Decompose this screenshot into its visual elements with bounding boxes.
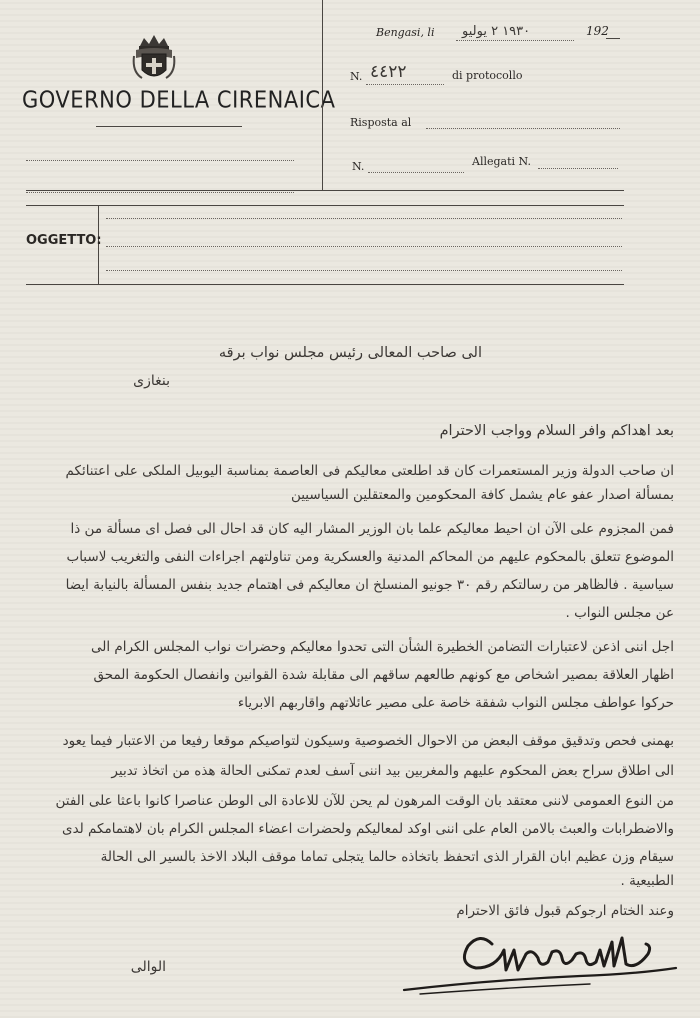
attachments-label: Allegati N. [472,155,531,168]
closing: وعند الختام ارجوكم قبول فائق الاحترام [456,903,674,919]
body-line-2: بمسألة اصدار عفو عام يشمل كافة المحكومين والمعتقلين السياسيين [290,487,674,503]
body-line-11: الى اطلاق سراح بعض المحكوم عليهم والمغربين بيد اننى آسف لعدم تمكنى الحالة هذه من اتخاذ تدبير [111,763,674,779]
subject-top-rule [26,190,624,191]
header-divider [322,0,323,190]
city-label: Bengasi, li [376,26,435,39]
date-handwritten: ١٩٣٠ ٢ يوليو [462,24,531,39]
subject-dots-1 [106,218,622,219]
signature-mark [400,924,680,1000]
header-left-dots-1 [26,160,294,161]
salutation: بعد اهداكم وافر السلام وواجب الاحترام [439,423,674,439]
body-line-5: سياسية . فالظاهر من رسالتكم رقم ٣٠ جونيو المنسلخ ان معاليكم فى اهتمام جديد بنفس المسألة بالنيابة ايضا [65,577,674,593]
body-line-7: اجل اننى اذعن لاعتبارات التضامن الخطيرة الشأن التى تحدوا معاليكم وحضرات نواب المجلس الكرام الى [91,639,674,655]
protocol-number-handwritten: ٤٤٢٢ [370,62,407,82]
location: بنغازى [133,373,170,389]
body-line-12: من النوع العمومى لاننى معتقد بان الوقت المرهون لم يحن للآن للاعادة الى الوطن عناصرا كانوا باعثا على الفتن [55,793,674,809]
date-dots [456,40,574,41]
number-dots [368,172,464,173]
protocol-label: N. [350,70,363,83]
subject-bottom-rule [26,284,624,285]
body-line-1: ان صاحب الدولة وزير المستعمرات كان قد اطلعتى معاليكم فى العاصمة بمناسبة اليوبيل الملكى على اعتنائكم [65,463,674,479]
subject-dots-3 [106,270,622,271]
body-line-13: والاضطرابات والعبث بالامن العام على اننى اوكد لمعاليكم ولحضرات اعضاء المجلس الكرام بان لاهتمامكم لدى [62,821,674,837]
body-line-15: الطبيعية . [620,873,674,889]
issuer-title: GOVERNO DELLA CIRENAICA [22,86,336,113]
body-line-14: سيقام وزن عظيم ابان القرار الذى اتحفظ باتخاذه حالما يتجلى تماما موقف البلاد الاخذ بالسير الى الحالة [100,849,674,865]
number-label: N. [352,160,365,173]
addressee: الى صاحب المعالى رئيس مجلس نواب برقه [218,345,482,361]
issuer-underline [96,126,242,127]
year-prefix: 192 [586,24,609,38]
body-line-10: بهمنى فحص وتدقيق موقف البعض من الاحوال الخصوصية وسيكون لتواصيكم موقعا رفيعا من الاعتبار فيما يعود [62,733,674,749]
body-line-6: عن مجلس النواب . [565,605,674,621]
body-line-3: فمن المجزوم على الآن ان احيط معاليكم علما بان الوزير المشار اليه كان قد احال الى فصل اى مسألة من ذا [70,521,674,537]
year-blank [606,38,620,39]
reply-dots [426,128,620,129]
reply-label: Risposta al [350,116,412,129]
subject-label: OGGETTO: [26,233,102,248]
attachments-dots [538,168,618,169]
subject-dots-2 [106,246,622,247]
protocol-suffix: di protocollo [452,69,523,82]
header-left-dots-2 [26,192,294,193]
royal-crest-icon [132,32,176,84]
body-line-8: اظهار العلاقة بمصير اشخاص مع كونهم طالعهم ساقهم الى مقابلة شدة القوانين وانفصال الحكومة المحق [93,667,674,683]
subject-top-rule-2 [26,205,624,206]
protocol-dots [366,84,444,85]
body-line-9: حركوا عواطف مجلس النواب شفقة خاصة على مصير عائلاتهم واقاربهم الابرياء [237,695,674,711]
signatory-title: الوالى [130,959,166,975]
body-line-4: الموضوع تتعلق بالمحكوم عليهم من المحاكم المدنية والعسكرية ومن تناولتهم اجراءات النفى والتغريب لاسباب [66,549,674,565]
